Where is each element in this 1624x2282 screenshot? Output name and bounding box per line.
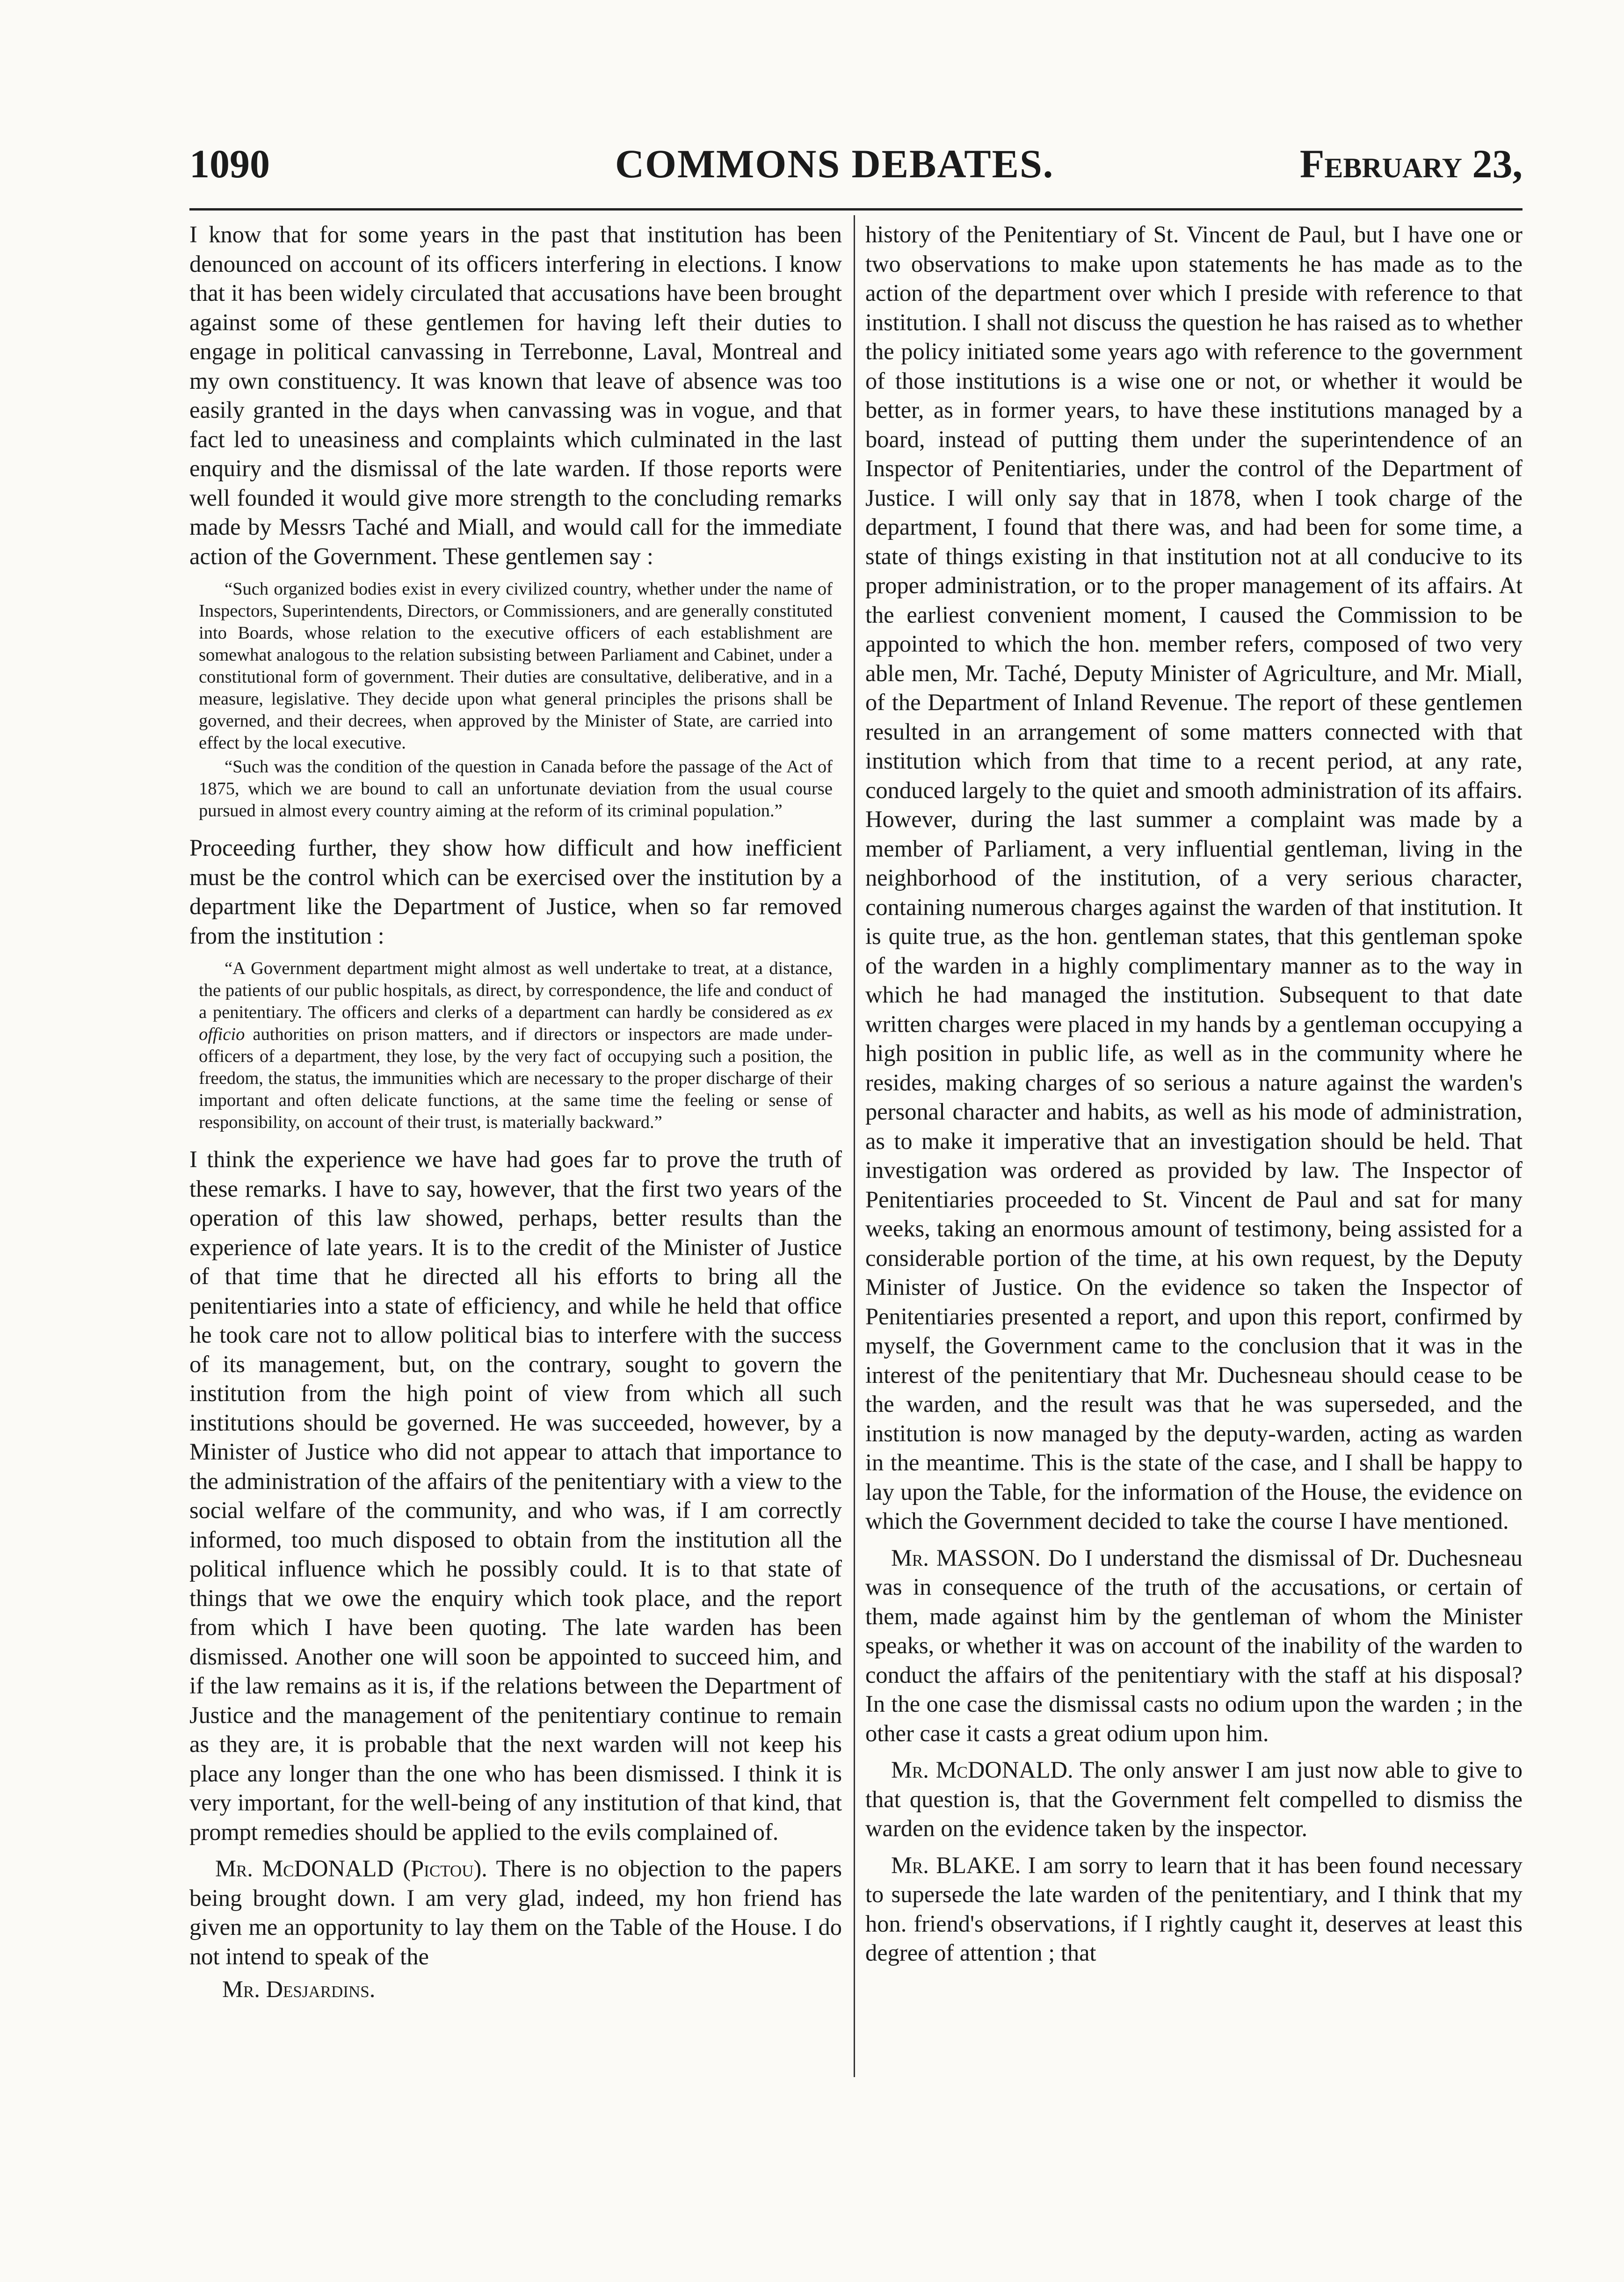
speech [865,1851,1522,1968]
left-column [189,220,842,2004]
speech-text: There is no objection to the papers being brought down. I am very glad, indeed, my hon friend has given me an opportunity to lay them on the Table of the House. I do not intend to speak of the [189,1855,842,1969]
speech [865,1543,1522,1748]
column-divider [854,215,855,2077]
header-rule [189,208,1522,211]
paragraph: Proceeding further, they show how difficult and how inefficient must be the control which can be exercised over the institution by a department like the Department of Justice, when so far removed from the institution : [189,835,842,949]
speech [189,1854,842,1971]
block-quote [189,578,842,822]
publication-title: COMMONS DEBATES. [615,141,1054,186]
quote-paragraph: “Such organized bodies exist in every civilized country, whether under the name of Inspectors, Superintendents, Directors, or Commissioners, and are generally constituted into Boards, whose relation to the executive officers of each establishment are somewhat analogous to the relation subsisting between Parliament and Cabinet, under a constitutional form of government. Their duties are consultative, deliberative, and in a measure, legislative. They decide upon what general principles the prisons shall be governed, and their decrees, when approved by the Minister of State, are carried into effect by the local executive. [199,579,833,753]
header-date: February 23, [1299,141,1522,186]
speech-text: I am sorry to learn that it has been found necessary to supersede the late warden of the penitentiary, and I think that my hon. friend's observations, if I rightly caught it, deserves at least this degree of attention ; that [865,1852,1522,1966]
page-header [189,140,1522,192]
quote-paragraph [199,958,833,1134]
block-quote [189,958,842,1134]
quote-text: authorities on prison matters, and if directors or inspectors are made under-officers of a department, they lose, by the very fact of occupying such a position, the freedom, the status, the immunities which are necessary to the proper discharge of their important and often delicate functions, at the same time the feeling or sense of responsibility, on account of their trust, is materially backward.” [199,1025,833,1132]
speaker-name: Mr. McDONALD. [891,1757,1073,1783]
speaker-name: Mr. McDONALD (Pictou). [215,1855,487,1882]
paragraph: history of the Penitentiary of St. Vincent de Paul, but I have one or two observations to make upon statements he has made as to the action of the department over which I preside with reference to that institution. I shall not discuss the question he has raised as to whether the policy initiated some years ago with reference to the government of those institutions is a wise one or not, or whether it would be better, as in former years, to have these institutions managed by a board, instead of putting them under the superintendence of an Inspector of Penitentiaries, under the control of the Department of Justice. I will only say that in 1878, when I took charge of the department, I found that there was, and had been for some time, a state of things existing in that institution not at all conducive to its proper administration, or to the proper management of its affairs. At the earliest convenient moment, I caused the Commission to be appointed to which the hon. member refers, composed of two very able men, Mr. Taché, Deputy Minister of Agriculture, and Mr. Miall, of the Department of Inland Revenue. The report of these gentlemen resulted in an arrangement of some matters connected with that institution which from that time to a recent period, at any rate, conduced largely to the quiet and smooth administration of its affairs. However, during the last summer a complaint was made by a member of Parliament, a very influential gentleman, living in the neighborhood of the institution, of a very serious character, containing numerous charges against the warden of that institution. It is quite true, as the hon. gentleman states, that this gentleman spoke of the warden in a highly complimentary manner as to the way in which he had managed the institution. Subsequent to that date written charges were placed in my hands by a gentleman occupying a high position in public life, as well as in the community where he resides, making charges of so serious a nature against the warden's personal character and habits, as well as his mode of administration, as to make it imperative that an investigation should be held. That investigation was ordered as provided by law. The Inspector of Penitentiaries proceeded to St. Vincent de Paul and sat for many weeks, taking an enormous amount of testimony, being assisted for a considerable portion of the time, at his own request, by the Deputy Minister of Justice. On the evidence so taken the Inspector of Penitentiaries presented a report, and upon this report, confirmed by myself, the Government came to the conclusion that it was in the interest of the penitentiary that Mr. Duchesneau should cease to be the warden, and the result was that he was superseded, and the institution is now managed by the deputy-warden, acting as warden in the meantime. This is the state of the case, and I shall be happy to lay upon the Table, for the information of the House, the evidence on which the Government decided to take the course I have mentioned. [865,221,1522,1534]
speech [865,1755,1522,1843]
catchword: Mr. Desjardins. [222,1976,376,2002]
paragraph: I think the experience we have had goes far to prove the truth of these remarks. I have to say, however, that the first two years of the operation of this law showed, perhaps, better results than the experience of late years. It is to the credit of the Minister of Justice of that time that he directed all his efforts to bring all the penitentiaries into a state of efficiency, and while he held that office he took care not to allow political bias to interfere with the success of its management, but, on the contrary, sought to govern the institution from the high point of view from which all such institutions should be governed. He was succeeded, however, by a Minister of Justice who did not appear to attach that importance to the administration of the affairs of the penitentiary with a view to the social welfare of the community, and who was, if I am correctly informed, too much disposed to obtain from the institution all the political influence which he possibly could. It is to that state of things that we owe the enquiry which took place, and the report from which I have been quoting. The late warden has been dismissed. Another one will soon be appointed to succeed him, and if the law remains as it is, if the relations between the Department of Justice and the management of the penitentiary continue to remain as they are, it is probable that the next warden will not keep his place any longer than the one who has been dismissed. I think it is very important, for the well-being of any institution of that kind, that prompt remedies should be applied to the evils complained of. [189,1146,842,1845]
paragraph: I know that for some years in the past that institution has been denounced on account of its officers interfering in elections. I know that it has been widely circulated that accusations have been brought against some of these gentlemen for having left their duties to engage in political canvassing in Terrebonne, Laval, Montreal and my own constituency. It was known that leave of absence was too easily granted in the days when canvassing was in vogue, and that fact led to uneasiness and complaints which culminated in the last enquiry and the dismissal of the late warden. If those reports were well founded it would give more strength to the concluding remarks made by Messrs Taché and Miall, and would call for the immediate action of the Government. These gentlemen say : [189,221,842,569]
speech-text: Do I understand the dismissal of Dr. Duchesneau was in consequence of the truth of the accusations, or certain of them, made against him by the gentleman of whom the Minister speaks, or whether it was on account of the inability of the warden to conduct the affairs of the penitentiary with the staff at his disposal? In the one case the dismissal casts no odium upon the warden ; in the other case it casts a great odium upon him. [865,1544,1523,1746]
speaker-name: Mr. BLAKE. [891,1852,1021,1878]
quote-paragraph: “Such was the condition of the question in Canada before the passage of the Act of 1875, which we are bound to call an unfortunate deviation from the usual course pursued in almost every country aiming at the reform of its criminal population.” [199,757,833,821]
quote-text: “A Government department might almost as well undertake to treat, at a distance, the patients of our public hospitals, as direct, by correspondence, the life and conduct of a penitentiary. The officers and clerks of a department can hardly be considered as [199,959,833,1022]
speech-text: The only answer I am just now able to give to that question is, that the Government felt compelled to dismiss the warden on the evidence taken by the inspector. [865,1757,1522,1841]
speaker-name: Mr. MASSON. [891,1544,1041,1571]
latin-term: ex officio [199,1003,833,1044]
page-number: 1090 [189,141,270,186]
right-column [865,220,1522,1975]
